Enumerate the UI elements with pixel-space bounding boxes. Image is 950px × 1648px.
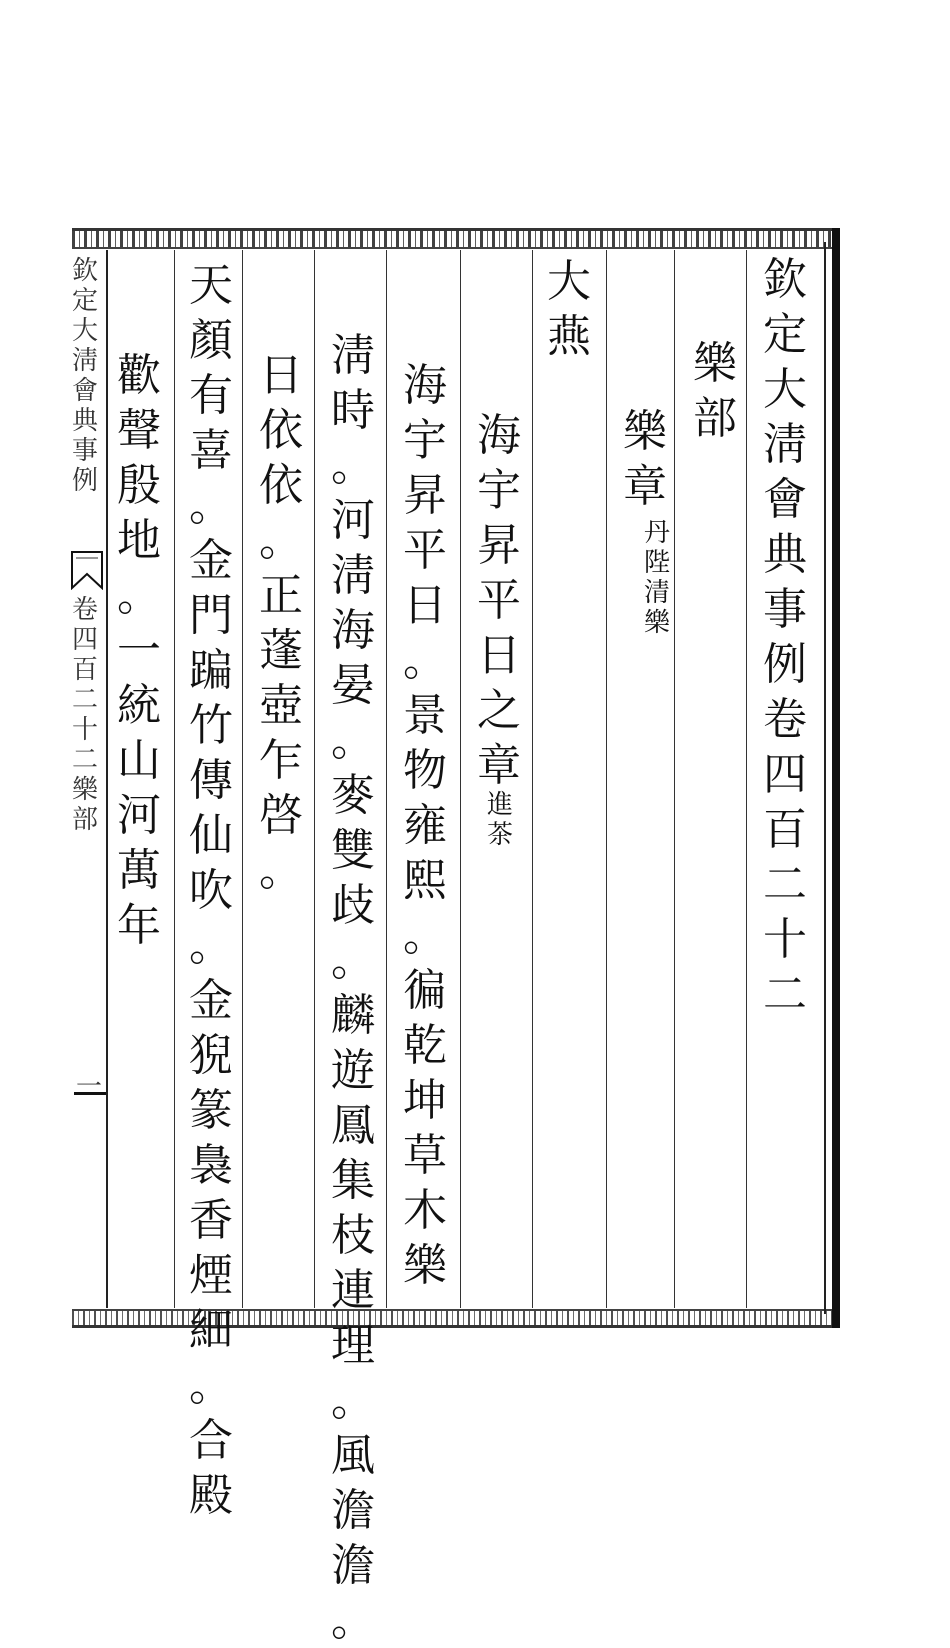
column-rule: [174, 250, 175, 1308]
column-rule: [674, 250, 675, 1308]
section-label: 樂 部: [693, 338, 737, 444]
column-rule: [746, 250, 747, 1308]
lyric-line-2: 淸 時 。 河 淸 海 晏 。 麥 雙 歧 。 麟 遊 鳳 集 枝 連 理 。 風 澹 澹 。: [331, 330, 375, 1646]
column-rule: [386, 250, 387, 1308]
page-frame: [70, 228, 840, 1646]
top-border: [72, 228, 840, 249]
column-rule: [242, 250, 243, 1308]
subsection-label: 樂 章: [623, 406, 667, 512]
lyric-line-5: 歡 聲 殷 地 。 一 統 山 河 萬 年: [117, 350, 161, 951]
lyric-line-3: 日 依 依 。 正 蓬 壺 乍 啓 。: [259, 350, 303, 896]
lyric-line-1: 海 宇 昇 平 日 。 景 物 雍 熙 。 徧 乾 坤 草 木 樂: [403, 360, 447, 1291]
column-rule: [606, 250, 607, 1308]
right-border: [832, 228, 840, 1328]
piece-note: 進 茶: [486, 790, 513, 850]
piece-title: 海 宇 昇 平 日 之 章: [477, 410, 521, 791]
right-inner-border: [824, 242, 826, 1314]
fish-tail-mark: [70, 550, 104, 590]
column-rule: [460, 250, 461, 1308]
column-rule: [314, 250, 315, 1308]
heading-dayan: 大 燕: [547, 256, 591, 362]
margin-volume: 卷 四 百 二 十 二 樂 部: [72, 595, 99, 835]
lyric-line-4: 天 顏 有 喜 。 金 門 蹁 竹 傳 仙 吹 。 金 猊 篆 裊 香 煙 細 。 合 殿: [189, 260, 233, 1521]
margin-band: [70, 250, 108, 1308]
margin-title: 欽 定 大 淸 會 典 事 例: [72, 256, 99, 496]
page-number: 一: [76, 1072, 103, 1102]
title-column: 欽 定 大 淸 會 典 事 例 卷 四 百 二 十 二: [763, 254, 807, 1020]
column-rule: [532, 250, 533, 1308]
subsection-note: 丹 陛 清 樂: [643, 518, 670, 638]
